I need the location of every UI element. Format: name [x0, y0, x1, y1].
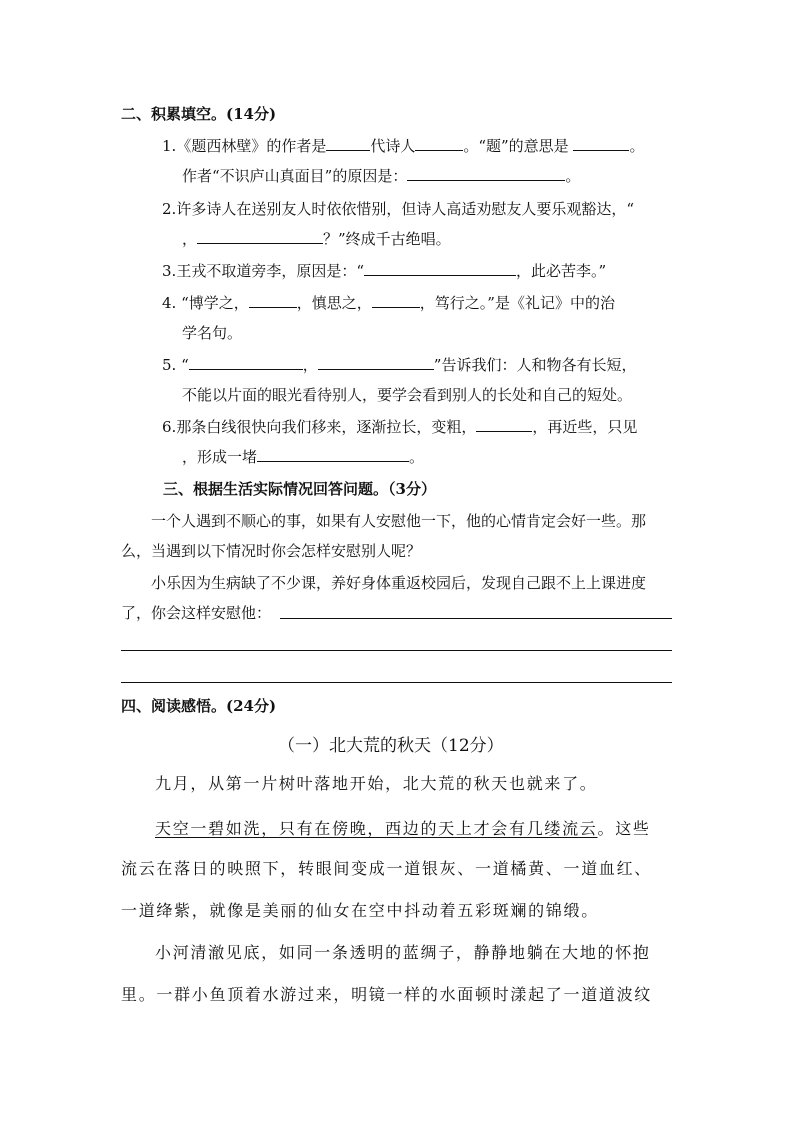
section-3-prompt-line-2: 了，你会这样安慰他：	[121, 604, 272, 622]
question-4-line-2: 学名句。	[182, 324, 243, 342]
section-3-intro-line-2: 么，当遇到以下情况时你会怎样安慰别人呢？	[121, 542, 422, 560]
answer-blank[interactable]	[415, 136, 463, 151]
answer-line[interactable]	[280, 618, 672, 619]
answer-blank[interactable]	[318, 355, 434, 370]
section-3-prompt-line-1: 小乐因为生病缺了不少课，养好身体重返校园后，发现自己跟不上上课进度	[151, 574, 647, 592]
passage-paragraph-3-line-2: 里。一群小鱼顶着水游过来，明镜一样的水面顿时漾起了一道道波纹	[121, 985, 653, 1004]
question-6-line-2: ，形成一堵 。	[182, 448, 425, 466]
question-4-line-1: 4. “博学之， ，慎思之， ，笃行之。”是《礼记》中的治	[162, 294, 615, 312]
section-4-title: 四、阅读感悟。(24分)	[121, 697, 277, 715]
answer-blank[interactable]	[476, 417, 532, 432]
question-1-line-1: 1.《题西林壁》的作者是 代诗人 。“题”的意思是 。	[162, 137, 645, 155]
answer-blank[interactable]	[573, 136, 629, 151]
answer-line[interactable]	[121, 650, 672, 651]
question-6-line-1: 6.那条白线很快向我们移来，逐渐拉长，变粗， ，再近些，只见	[162, 418, 638, 436]
question-5-line-2: 不能以片面的眼光看待别人，要学会看到别人的长处和自己的短处。	[182, 386, 633, 404]
answer-blank[interactable]	[189, 355, 303, 370]
passage-paragraph-3-line-1: 小河清澈见底，如同一条透明的蓝绸子，静静地躺在大地的怀抱	[155, 943, 651, 962]
underlined-sentence: 天空一碧如洗，只有在傍晚，西边的天上才会有几缕流云	[155, 819, 598, 838]
answer-blank[interactable]	[364, 261, 516, 276]
question-1-number: 1.	[162, 137, 177, 155]
answer-blank[interactable]	[249, 293, 297, 308]
answer-blank[interactable]	[257, 447, 409, 462]
passage-paragraph-1: 九月，从第一片树叶落地开始，北大荒的秋天也就来了。	[155, 774, 598, 793]
section-2-title: 二、积累填空。(14分)	[121, 105, 277, 123]
answer-line[interactable]	[121, 682, 672, 683]
answer-blank[interactable]	[197, 229, 323, 244]
answer-blank[interactable]	[372, 293, 420, 308]
passage-paragraph-2-line-1: 天空一碧如洗，只有在傍晚，西边的天上才会有几缕流云。这些	[155, 819, 651, 838]
question-3: 3.王戎不取道旁李，原因是：“ ，此必苦李。”	[162, 262, 607, 280]
section-3-title: 三、根据生活实际情况回答问题。（3分）	[163, 480, 436, 498]
question-2-line-1: 2.许多诗人在送别友人时依依惜别，但诗人高适劝慰友人要乐观豁达，“	[162, 200, 634, 218]
passage-paragraph-2-line-2: 流云在落日的映照下，转眼间变成一道银灰、一道橘黄、一道血红、	[121, 859, 653, 878]
question-2-line-2: ， ？”终成千古绝唱。	[182, 230, 451, 248]
passage-title: （一）北大荒的秋天（12分）	[278, 736, 504, 756]
question-5-line-1: 5. “ ， ”告诉我们：人和物各有长短，	[162, 356, 637, 374]
answer-blank[interactable]	[407, 166, 565, 181]
answer-blank[interactable]	[326, 136, 370, 151]
passage-paragraph-2-line-3: 一道绛紫，就像是美丽的仙女在空中抖动着五彩斑斓的锦缎。	[121, 901, 599, 920]
question-1-line-2: 作者“不识庐山真面目”的原因是： 。	[182, 167, 581, 185]
section-3-intro-line-1: 一个人遇到不顺心的事，如果有人安慰他一下，他的心情肯定会好一些。那	[151, 512, 647, 530]
